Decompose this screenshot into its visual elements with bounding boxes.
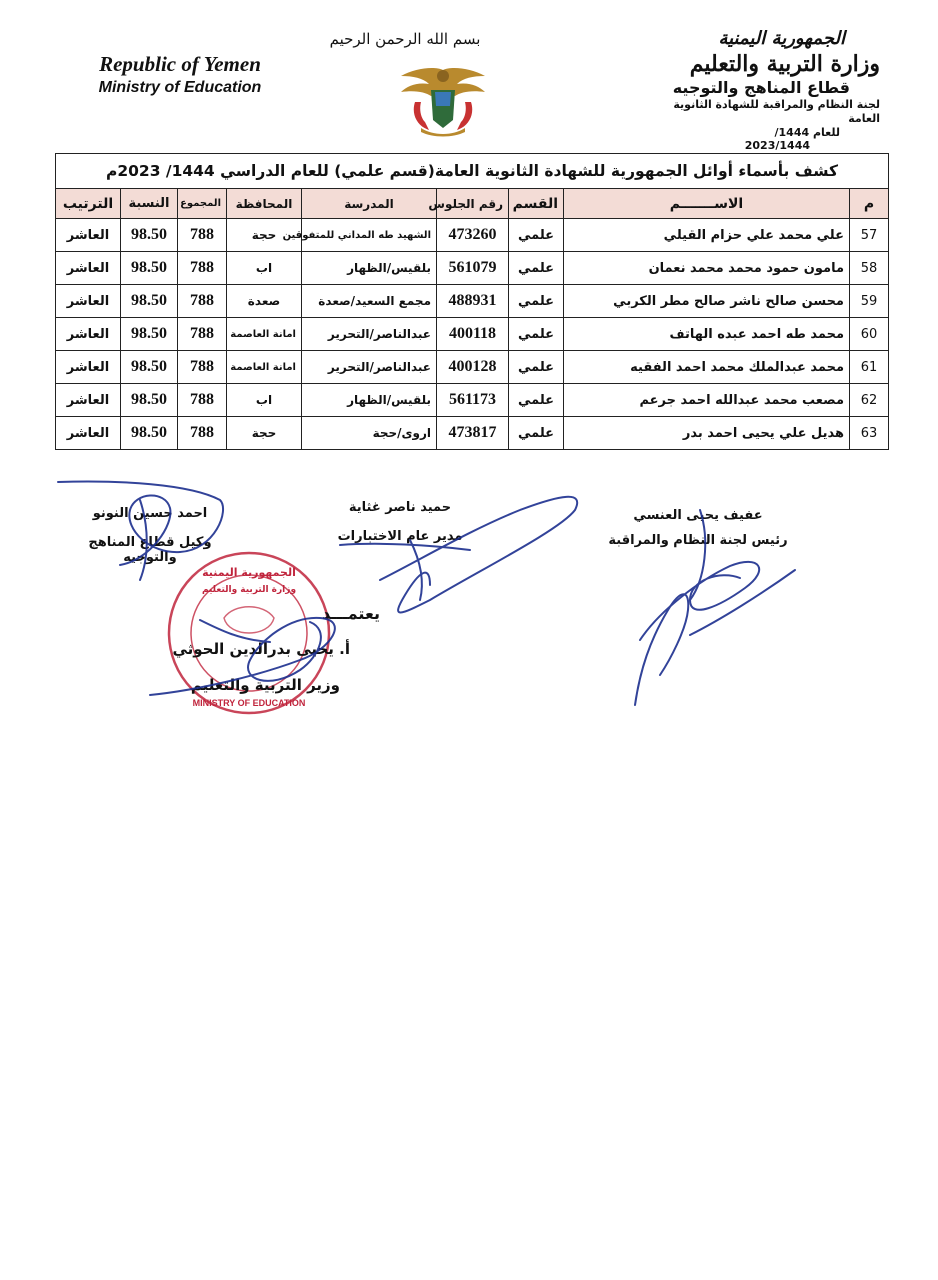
table-title: كشف بأسماء أوائل الجمهورية للشهادة الثانوية العامة(قسم علمي) للعام الدراسي 1444/ 2023م (55, 153, 889, 188)
cell-school: بلقيس/الظهار (302, 384, 437, 417)
signer-title-left: وكيل قطاع المناهج والتوجيه (88, 535, 212, 565)
stamp-bottom-text: MINISTRY OF EDUCATION (192, 698, 306, 708)
cell-num: 62 (850, 384, 889, 417)
header-dept: القسم (509, 189, 564, 219)
header-pct: النسبة (121, 189, 178, 219)
cell-num: 63 (850, 417, 889, 450)
cell-pct: 98.50 (121, 219, 178, 252)
cell-dept: علمي (509, 351, 564, 384)
cell-rank: العاشر (56, 318, 121, 351)
year-label-ar: للعام 1444/ (774, 125, 840, 139)
cell-name: هديل علي يحيى احمد بدر (564, 417, 850, 450)
cell-dept: علمي (509, 285, 564, 318)
minister-name: أ. يحيى بدرالدين الحوثي (172, 640, 350, 658)
cell-total: 788 (178, 384, 227, 417)
cell-rank: العاشر (56, 417, 121, 450)
cell-school: اروى/حجة (302, 417, 437, 450)
cell-dept: علمي (509, 384, 564, 417)
table-row (56, 285, 889, 318)
cell-num: 57 (850, 219, 889, 252)
cell-gov: حجة (227, 417, 302, 450)
signer-title-right: رئيس لجنة النظام والمراقبة (608, 533, 788, 548)
cell-seat: 400128 (437, 351, 509, 384)
cell-dept: علمي (509, 318, 564, 351)
table-header-row (56, 189, 889, 219)
cell-seat: 473260 (437, 219, 509, 252)
header-seat: رقم الجلوس (437, 189, 509, 219)
cell-school: بلقيس/الظهار (302, 252, 437, 285)
handwritten-signatures-icon (0, 470, 938, 730)
arabic-header (640, 28, 880, 153)
cell-rank: العاشر (56, 252, 121, 285)
cell-rank: العاشر (56, 384, 121, 417)
year-value: 2023/1444 (744, 139, 810, 153)
cell-rank: العاشر (56, 219, 121, 252)
signer-name-right: عفيف يحيى العنسي (633, 508, 763, 523)
cell-total: 788 (178, 285, 227, 318)
cell-gov: امانة العاصمة (227, 318, 302, 351)
table-row (56, 219, 889, 252)
cell-name: مصعب محمد عبدالله احمد جرعم (564, 384, 850, 417)
table-row (56, 384, 889, 417)
cell-school: عبدالناصر/التحرير (302, 351, 437, 384)
cell-dept: علمي (509, 417, 564, 450)
cell-num: 60 (850, 318, 889, 351)
header-total: المجموع (178, 189, 227, 219)
yemen-emblem-icon (395, 62, 491, 138)
table-row (56, 252, 889, 285)
cell-pct: 98.50 (121, 351, 178, 384)
cell-total: 788 (178, 318, 227, 351)
cell-pct: 98.50 (121, 252, 178, 285)
republic-title-en: Republic of Yemen (99, 52, 261, 76)
cell-num: 61 (850, 351, 889, 384)
cell-seat: 473817 (437, 417, 509, 450)
cell-pct: 98.50 (121, 417, 178, 450)
cell-seat: 400118 (437, 318, 509, 351)
sector-title-ar: قطاع المناهج والتوجيه (672, 78, 850, 97)
header-gov: المحافظة (227, 189, 302, 219)
signer-name-left: احمد حسين النونو (92, 506, 208, 521)
cell-gov: اب (227, 384, 302, 417)
table-row (56, 351, 889, 384)
cell-name: علي محمد علي حزام القيلي (564, 219, 850, 252)
cell-seat: 561173 (437, 384, 509, 417)
signer-name-middle: حميد ناصر غثاية (348, 500, 452, 515)
cell-gov: حجة (227, 219, 302, 252)
header-num: م (850, 189, 889, 219)
results-table-container (55, 153, 889, 450)
cell-name: محسن صالح ناشر صالح مطر الكربي (564, 285, 850, 318)
cell-gov: امانة العاصمة (227, 351, 302, 384)
cell-pct: 98.50 (121, 318, 178, 351)
results-table (55, 188, 889, 450)
header-name: الاســـــــم (564, 189, 850, 219)
table-row (56, 417, 889, 450)
table-row (56, 318, 889, 351)
cell-school: عبدالناصر/التحرير (302, 318, 437, 351)
cell-name: محمد عبدالملك محمد احمد الفقيه (564, 351, 850, 384)
cell-seat: 561079 (437, 252, 509, 285)
header-school: المدرسة (302, 189, 437, 219)
cell-total: 788 (178, 252, 227, 285)
ministry-title-en: Ministry of Education (98, 79, 262, 96)
ministry-title-ar: وزارة التربية والتعليم (689, 50, 880, 77)
cell-gov: صعدة (227, 285, 302, 318)
cell-total: 788 (178, 351, 227, 384)
stamp-mid-text: وزارة التربية والتعليم (201, 585, 297, 595)
cell-school: الشهيد طه المداني للمتفوقين (302, 219, 437, 252)
cell-seat: 488931 (437, 285, 509, 318)
english-header (60, 52, 300, 97)
cell-dept: علمي (509, 219, 564, 252)
cell-gov: اب (227, 252, 302, 285)
cell-name: محمد طه احمد عبده الهاتف (564, 318, 850, 351)
cell-num: 58 (850, 252, 889, 285)
minister-title: وزير التربية والتعليم (190, 676, 340, 694)
cell-pct: 98.50 (121, 384, 178, 417)
cell-school: مجمع السعيد/صعدة (302, 285, 437, 318)
approve-label: يعتمـــد (322, 604, 380, 623)
republic-title-ar: الجمهورية اليمنية (718, 28, 845, 49)
signer-title-middle: مدير عام الاختبارات (337, 529, 463, 544)
header-rank: الترتيب (56, 189, 121, 219)
cell-total: 788 (178, 219, 227, 252)
cell-num: 59 (850, 285, 889, 318)
cell-name: مامون حمود محمد محمد نعمان (564, 252, 850, 285)
cell-pct: 98.50 (121, 285, 178, 318)
cell-total: 788 (178, 417, 227, 450)
cell-rank: العاشر (56, 285, 121, 318)
cell-dept: علمي (509, 252, 564, 285)
basmala: بسم الله الرحمن الرحيم (329, 30, 481, 48)
cell-rank: العاشر (56, 351, 121, 384)
committee-title-ar: لجنة النظام والمراقبة للشهادة الثانوية العامة (673, 98, 880, 125)
stamp-top-text: الجمهورية اليمنية (202, 566, 296, 579)
